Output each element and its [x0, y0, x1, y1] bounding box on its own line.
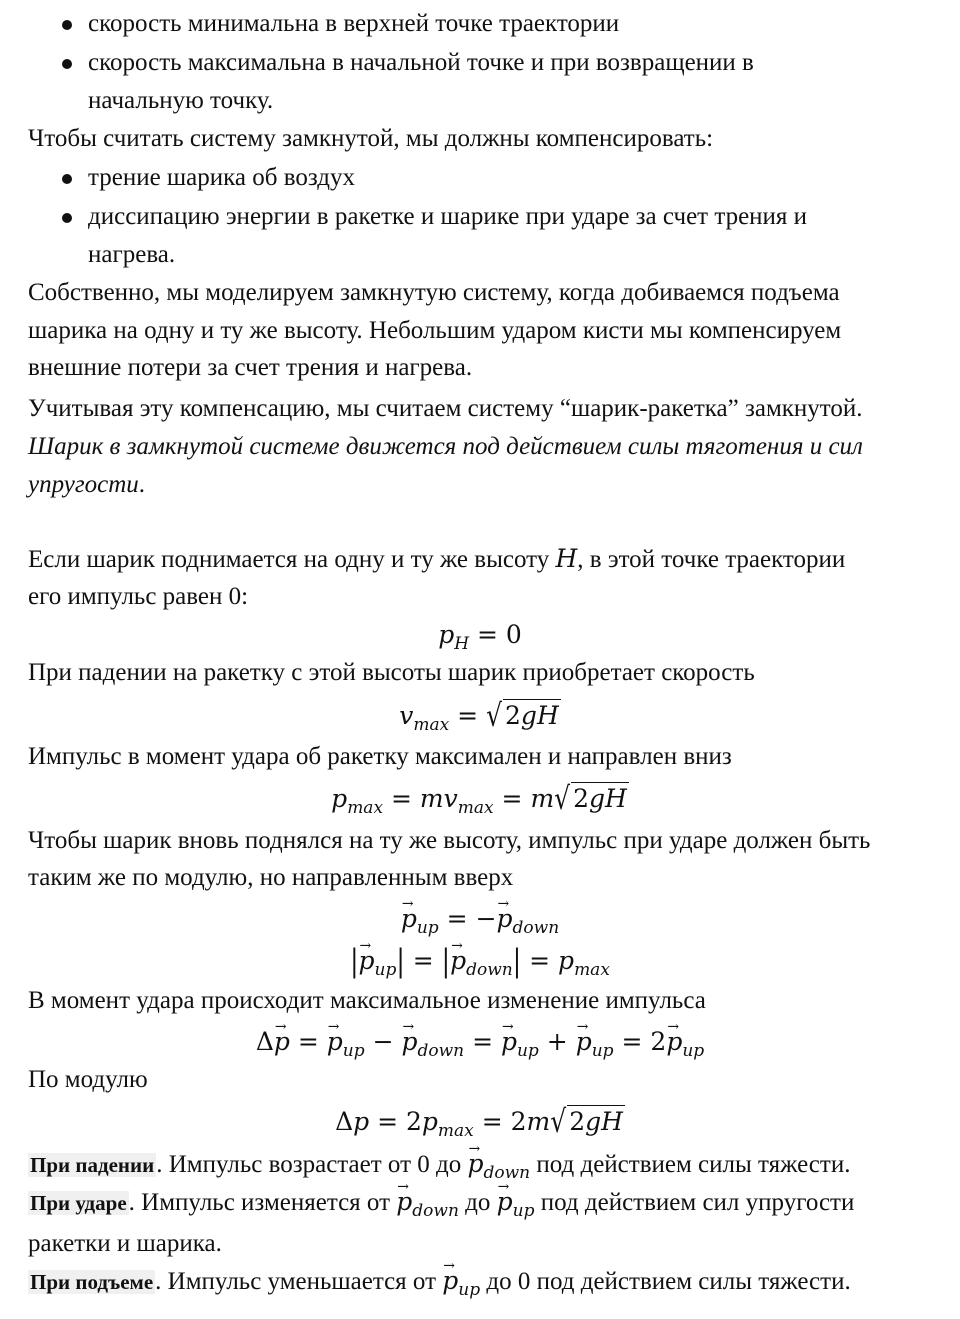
paragraph-line: шарика на одну и ту же высоту. Небольшим ударом кисти мы компенсируем [28, 317, 842, 344]
paragraph-line: Собственно, мы моделируем замкнутую систему, когда добиваемся подъема [28, 279, 840, 306]
italic-text: упругости [28, 471, 139, 498]
bullet-dot [62, 59, 72, 69]
compensate-intro: Чтобы считать систему замкнутой, мы должны компенсировать: [28, 125, 714, 152]
phase-label: При падении [30, 1153, 155, 1177]
var-H: H [555, 544, 578, 573]
bullet-text: трение шарика об воздух [88, 164, 356, 191]
height-intro [28, 544, 845, 575]
modulus-text: По модулю [28, 1066, 148, 1093]
formula-p-max: $p_{max} = mv_{max} = m√$ 2gH [331, 780, 627, 818]
bullet-text: скорость минимальна в верхней точке траектории [88, 10, 620, 37]
bullet-text: диссипацию энергии в ракетке и шарике при ударе за счет трения и [88, 203, 808, 230]
phase-label: При ударе [30, 1191, 127, 1215]
impulse-text: Импульс в момент удара об ракетку максимален и направлен вниз [28, 743, 732, 770]
change-text: В момент удара происходит максимальное изменение импульса [28, 987, 706, 1014]
phase-hit-2: ракетки и шарика. [28, 1230, 222, 1257]
text: , в этой точке траектории [577, 546, 846, 573]
paragraph-line: Учитывая эту компенсацию, мы считаем систему “шарик-ракетка” замкнутой. [28, 395, 863, 422]
formula-p-modulus: |→ $p_{up}|$ = |→ $p_{down}| = p_{max}$ [0, 945, 960, 977]
fall-text: При падении на ракетку с этой высоты шарик приобретает скорость [28, 659, 755, 686]
formula-delta-p-modulus: $\Delta p = 2p_{max} = 2m√$ 2gH [335, 1103, 623, 1141]
period: . [138, 471, 146, 498]
text: Если шарик поднимается на одну и ту же высоту [28, 546, 556, 573]
rise-text: таким же по модулю, но направленным вверх [28, 864, 514, 891]
bullet-text-continuation: нагрева. [88, 241, 176, 268]
phase-hit: При ударе. Импульс изменяется от → $p_{down}$ до → $p_{up}$ под действием сил упругости [28, 1187, 854, 1218]
paragraph-line: внешние потери за счет трения и нагрева. [28, 354, 473, 381]
phase-fall: При падении. Импульс возрастает от 0 до → $p_{down}$ под действием силы тяжести. [28, 1149, 850, 1180]
italic-statement: Шарик в замкнутой системе движется под действием силы тяготения и сил [28, 433, 863, 460]
formula-p-up: → $p_{up}$ = −→ $p_{down}$ [0, 903, 960, 935]
height-intro-2: его импульс равен 0: [28, 583, 249, 610]
bullet-text: скорость максимальна в начальной точке и при возвращении в [88, 49, 754, 76]
formula-delta-p: Δ→ p = → $p_{up}$ − → $p_{down}$ = → $p_{up}$ + → $p_{up} = 2\to p_{up}$ [0, 1026, 960, 1058]
formula-v-max: $v_{max}$ = √ 2gH [399, 697, 559, 735]
bullet-dot [62, 174, 72, 184]
formula-p-h: $p_H = 0$ [438, 620, 522, 654]
bullet-dot [62, 20, 72, 30]
bullet-text-continuation: начальную точку. [88, 87, 274, 114]
rise-text: Чтобы шарик вновь поднялся на ту же высоту, импульс при ударе должен быть [28, 827, 871, 854]
phase-rise: При подъеме. Импульс уменьшается от → $p_{up}$ до 0 под действием силы тяжести. [28, 1266, 851, 1297]
italic-statement-end [28, 470, 145, 500]
phase-label: При подъеме [30, 1270, 154, 1294]
bullet-dot [62, 213, 72, 223]
